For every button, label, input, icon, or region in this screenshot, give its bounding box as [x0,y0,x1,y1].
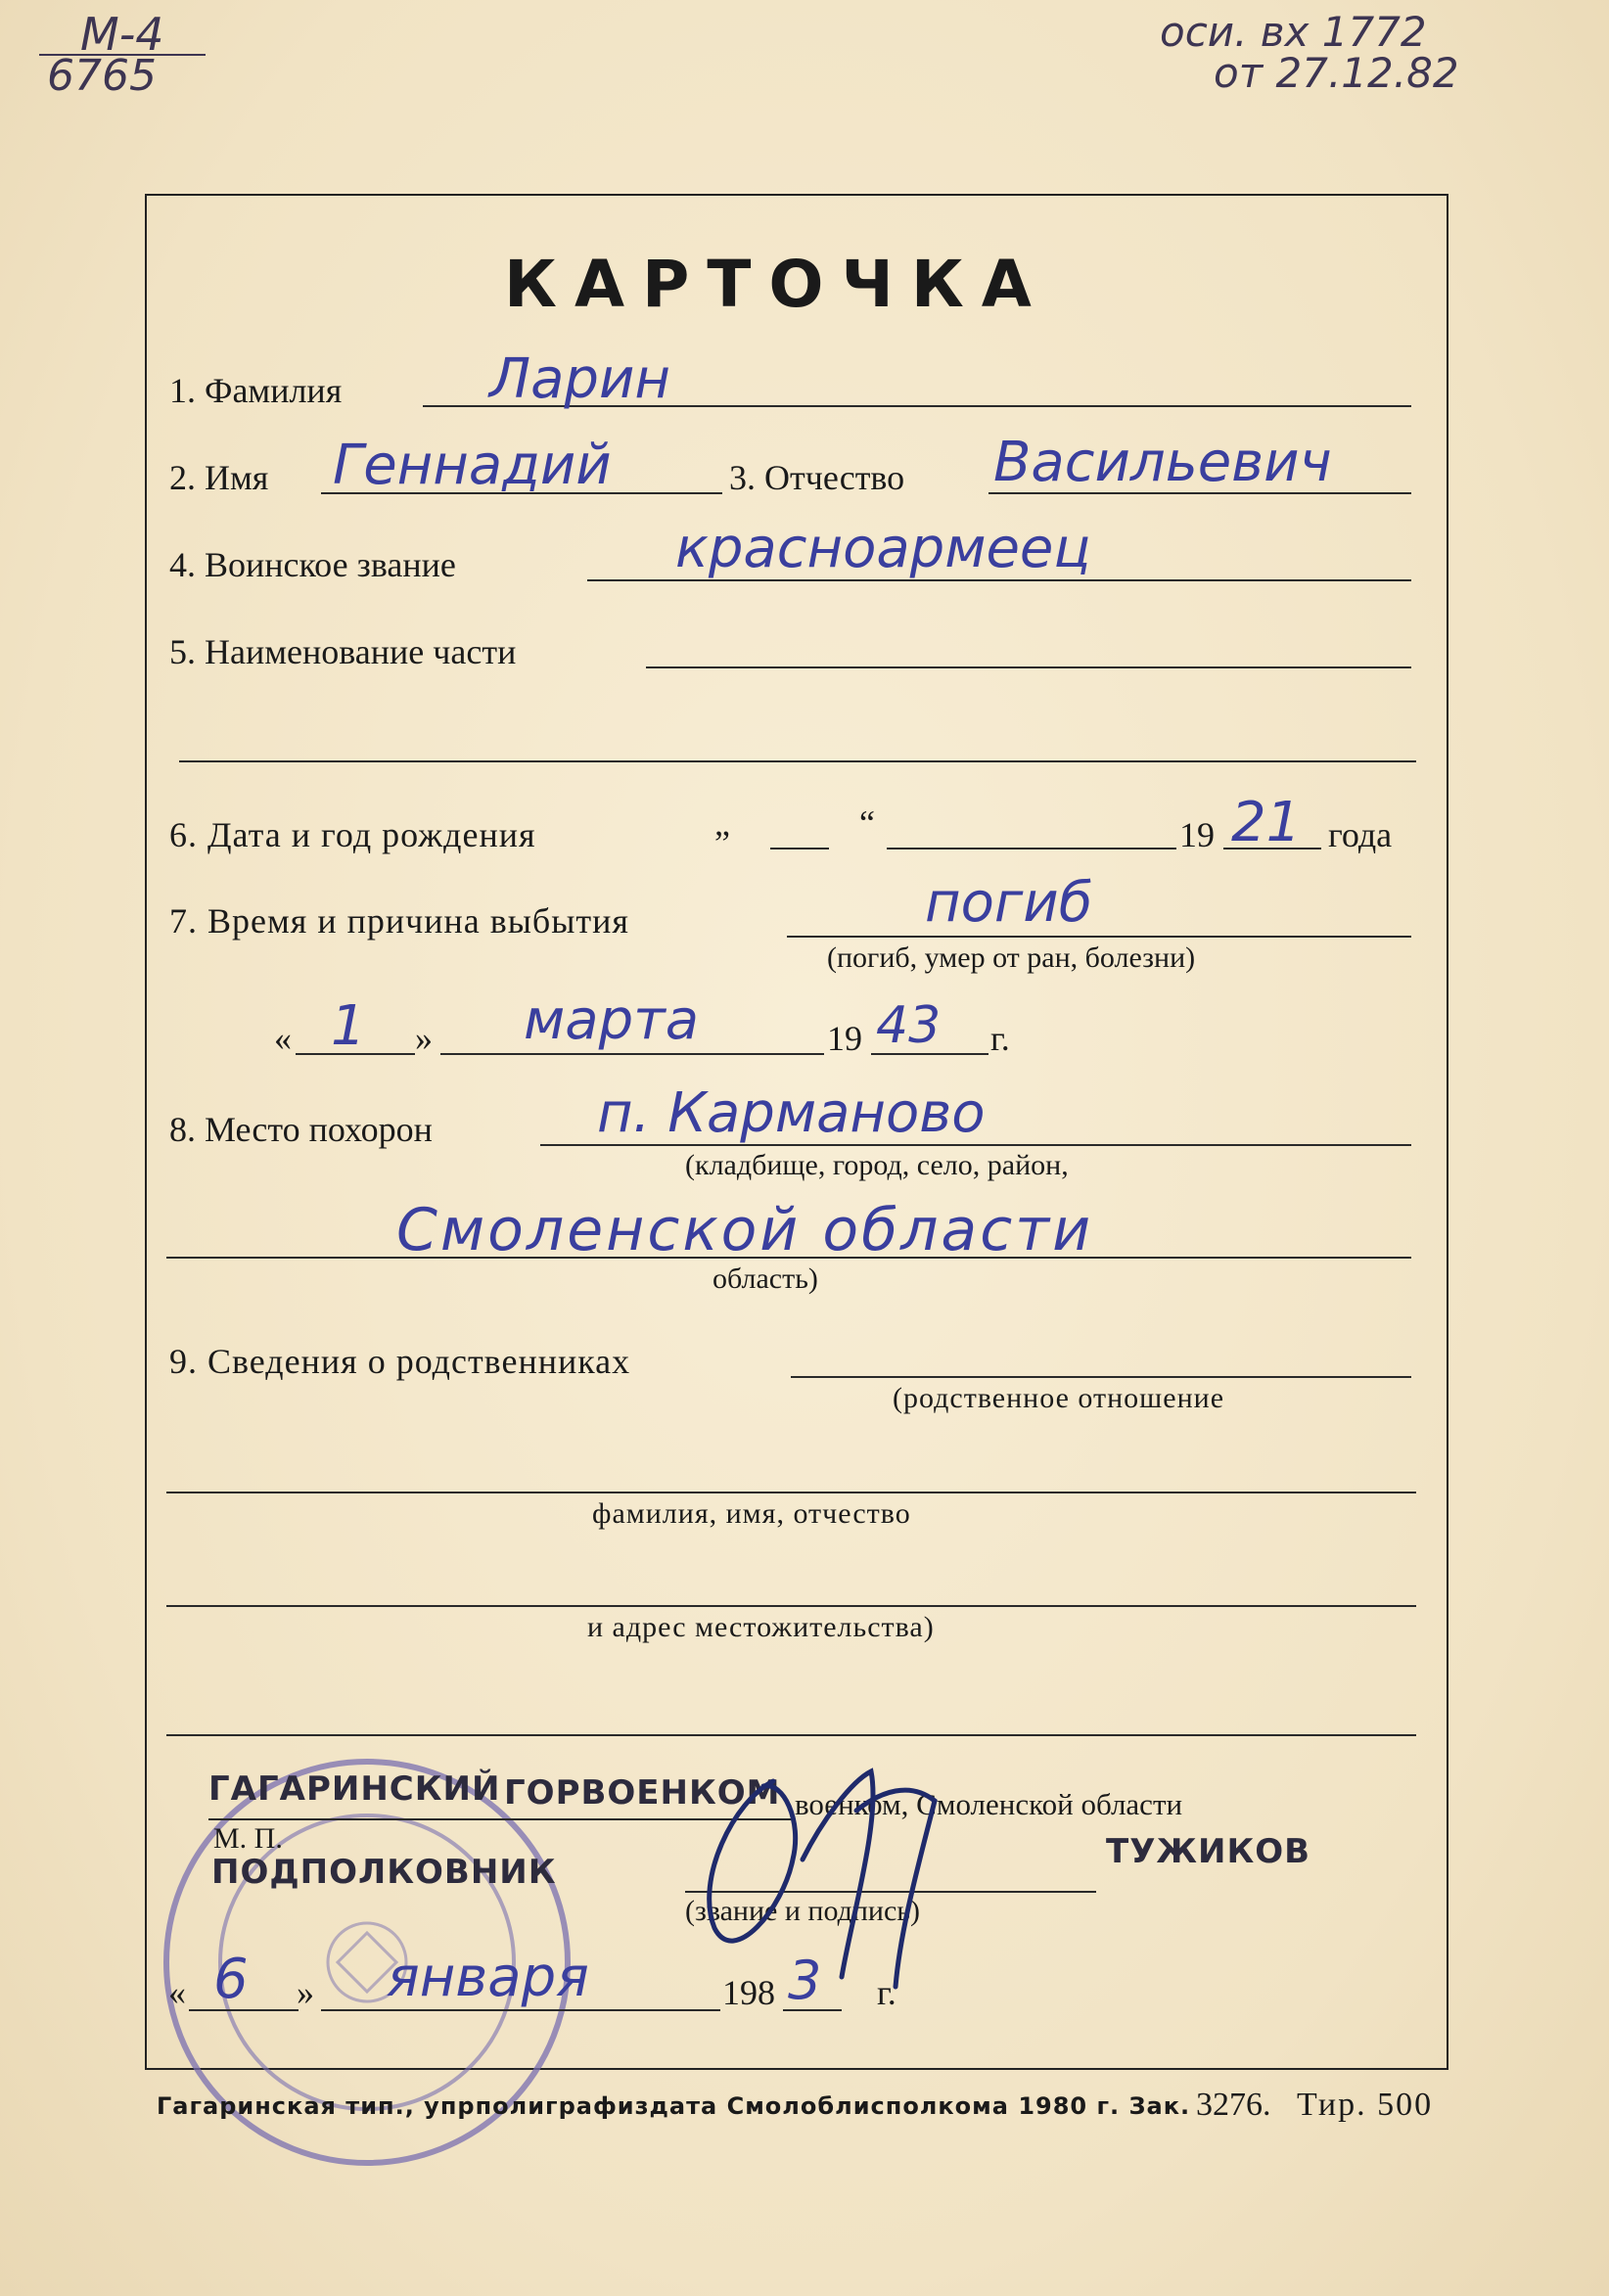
field-burial-label: 8. Место похорон [169,1110,433,1149]
field-surname-label: 1. Фамилия [169,371,343,410]
field-relatives-label: 9. Сведения о родственниках [169,1342,631,1381]
field-relatives-hint-2: фамилия, имя, отчество [592,1497,911,1530]
field-rank-label: 4. Воинское звание [169,545,456,584]
archive-code-bottom: 6765 [47,51,157,101]
field-reason-year-prefix: 19 [827,1019,862,1058]
signature-hint: (звание и подпись) [685,1895,920,1927]
field-birth-month-line [887,848,1176,850]
signing-day-close: » [297,1973,314,2012]
voenkom-text: военком, Смоленской области [795,1787,1183,1821]
field-birth-year-value: 21 [1231,791,1302,854]
signing-year-line [783,2009,842,2011]
field-relatives-line-2 [166,1492,1416,1493]
field-name-label: 2. Имя [169,458,269,497]
field-reason-day: 1 [331,994,366,1058]
signing-month: января [387,1946,589,2009]
field-unit-line-2 [179,760,1416,762]
field-relatives-line-4 [166,1734,1416,1736]
field-birth-year-line [1223,848,1321,850]
field-birth-quote-open: „ [714,804,730,843]
stamp-office: ГАГАРИНСКИЙ [208,1769,501,1809]
field-relatives-line [791,1376,1411,1378]
field-reason-line [787,936,1411,938]
field-birth-quote-close: “ [859,804,875,843]
field-name-value: Геннадий [333,434,612,497]
field-reason-value: погиб [925,871,1093,935]
printing-order: 3276. [1196,2087,1271,2123]
field-reason-month: марта [524,988,700,1052]
signing-month-line [321,2009,720,2011]
field-reason-day-open: « [274,1019,292,1058]
incoming-date: от 27.12.82 [1214,49,1459,97]
signing-year-suffix: г. [877,1973,896,2012]
printing-imprint: Гагаринская тип., упрполиграфиздата Смолоблисполкома 1980 г. Зак. [157,2092,1191,2120]
field-burial-hint-2: область) [713,1263,818,1295]
stamp-rank: ПОДПОЛКОВНИК [211,1853,557,1892]
field-reason-month-line [440,1053,824,1055]
field-rank-value: красноармеец [675,517,1091,580]
seal-place: М. П. [213,1822,283,1855]
field-reason-label: 7. Время и причина выбытия [169,901,629,941]
card-title: КАРТОЧКА [504,247,1049,322]
signing-day: 6 [213,1948,249,2011]
field-reason-year-value: 43 [876,996,942,1055]
field-reason-year-line [871,1053,988,1055]
incoming-number: оси. вх 1772 [1160,8,1427,56]
field-patronymic-label: 3. Отчество [729,458,905,497]
field-burial-value: п. Карманово [597,1081,986,1145]
field-birth-year-prefix: 19 [1179,815,1215,854]
field-unit-line [646,666,1411,668]
field-reason-hint: (погиб, умер от ран, болезни) [827,941,1196,974]
field-birth-label: 6. Дата и год рождения [169,815,536,854]
field-reason-year-suffix: г. [990,1019,1010,1058]
stamp-office-title: ГОРВОЕНКОМ [504,1773,781,1813]
stamp-name: ТУЖИКОВ [1106,1832,1311,1871]
field-unit-label: 5. Наименование части [169,632,517,671]
signing-year-value: 3 [788,1950,822,2011]
field-burial-hint: (кладбище, город, село, район, [685,1149,1069,1181]
field-patronymic-value: Васильевич [993,431,1332,494]
field-burial-region: Смоленской области [396,1196,1094,1264]
signing-day-open: « [168,1973,186,2012]
field-surname-value: Ларин [489,347,670,411]
field-relatives-hint-3: и адрес местожительства) [587,1611,935,1643]
field-reason-day-close: » [415,1019,433,1058]
field-birth-suffix: года [1328,815,1393,854]
printing-tirage: Тир. 500 [1297,2087,1434,2123]
signing-year-prefix: 198 [722,1973,775,2012]
field-relatives-line-3 [166,1605,1416,1607]
field-birth-day-line [770,848,829,850]
archive-code-top: М-4 [80,8,164,61]
field-relatives-hint-1: (родственное отношение [893,1382,1225,1414]
